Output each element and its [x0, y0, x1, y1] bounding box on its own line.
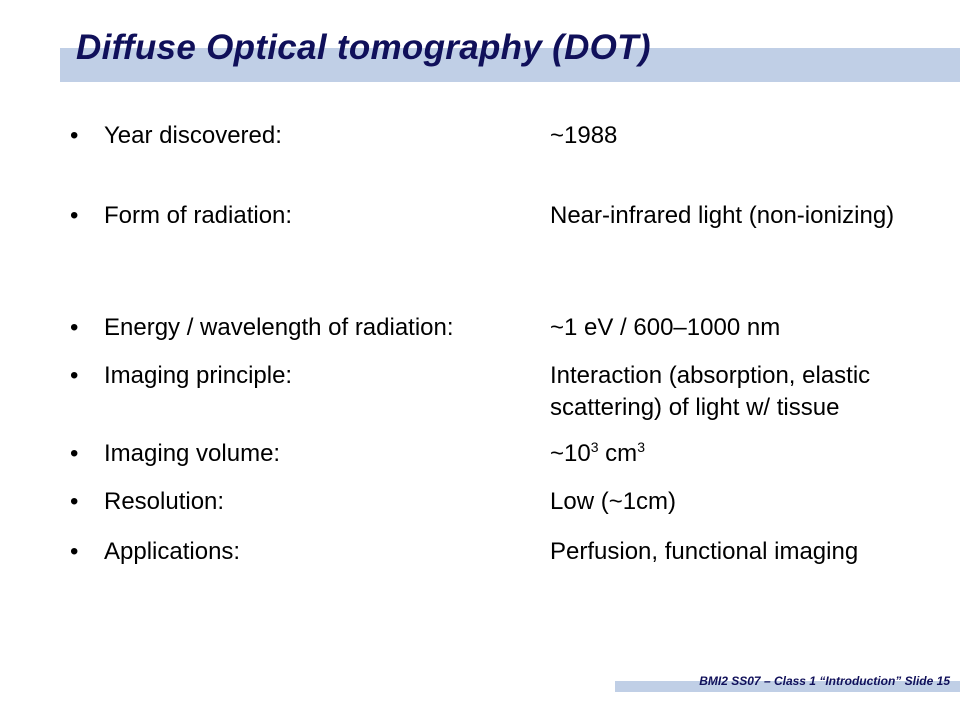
row-label: Applications:	[104, 538, 241, 565]
row-value: Perfusion, functional imaging	[550, 538, 859, 565]
bullet-icon: •	[70, 362, 79, 389]
bullet-icon: •	[70, 122, 79, 149]
bullet-icon: •	[70, 488, 79, 515]
row-value	[550, 438, 920, 470]
row-label: Year discovered:	[104, 122, 282, 149]
row-value: Low (~1cm)	[550, 488, 677, 515]
bullet-icon: •	[70, 314, 79, 341]
exponent: 3	[590, 439, 599, 455]
row-value: Interaction (absorption, elastic scattering) of light w/ tissue	[550, 362, 871, 421]
row-label: Energy / wavelength of radiation:	[104, 314, 454, 341]
value-unit: cm	[598, 440, 638, 467]
bullet-icon: •	[70, 202, 79, 229]
row-value: ~1 eV / 600–1000 nm	[550, 314, 781, 341]
row-label: Imaging principle:	[104, 362, 293, 389]
row-value: Near-infrared light (non-ionizing)	[550, 202, 895, 229]
exponent: 3	[637, 439, 645, 455]
slide-title: Diffuse Optical tomography (DOT)	[76, 28, 651, 67]
slide-footer: BMI2 SS07 – Class 1 “Introduction” Slide 15	[699, 674, 950, 688]
row-label: Imaging volume:	[104, 440, 281, 467]
row-value: ~1988	[550, 122, 618, 149]
row-label: Form of radiation:	[104, 202, 293, 229]
row-label: Resolution:	[104, 488, 225, 515]
value-prefix: ~10	[550, 440, 591, 467]
bullet-icon: •	[70, 440, 79, 467]
bullet-icon: •	[70, 538, 79, 565]
